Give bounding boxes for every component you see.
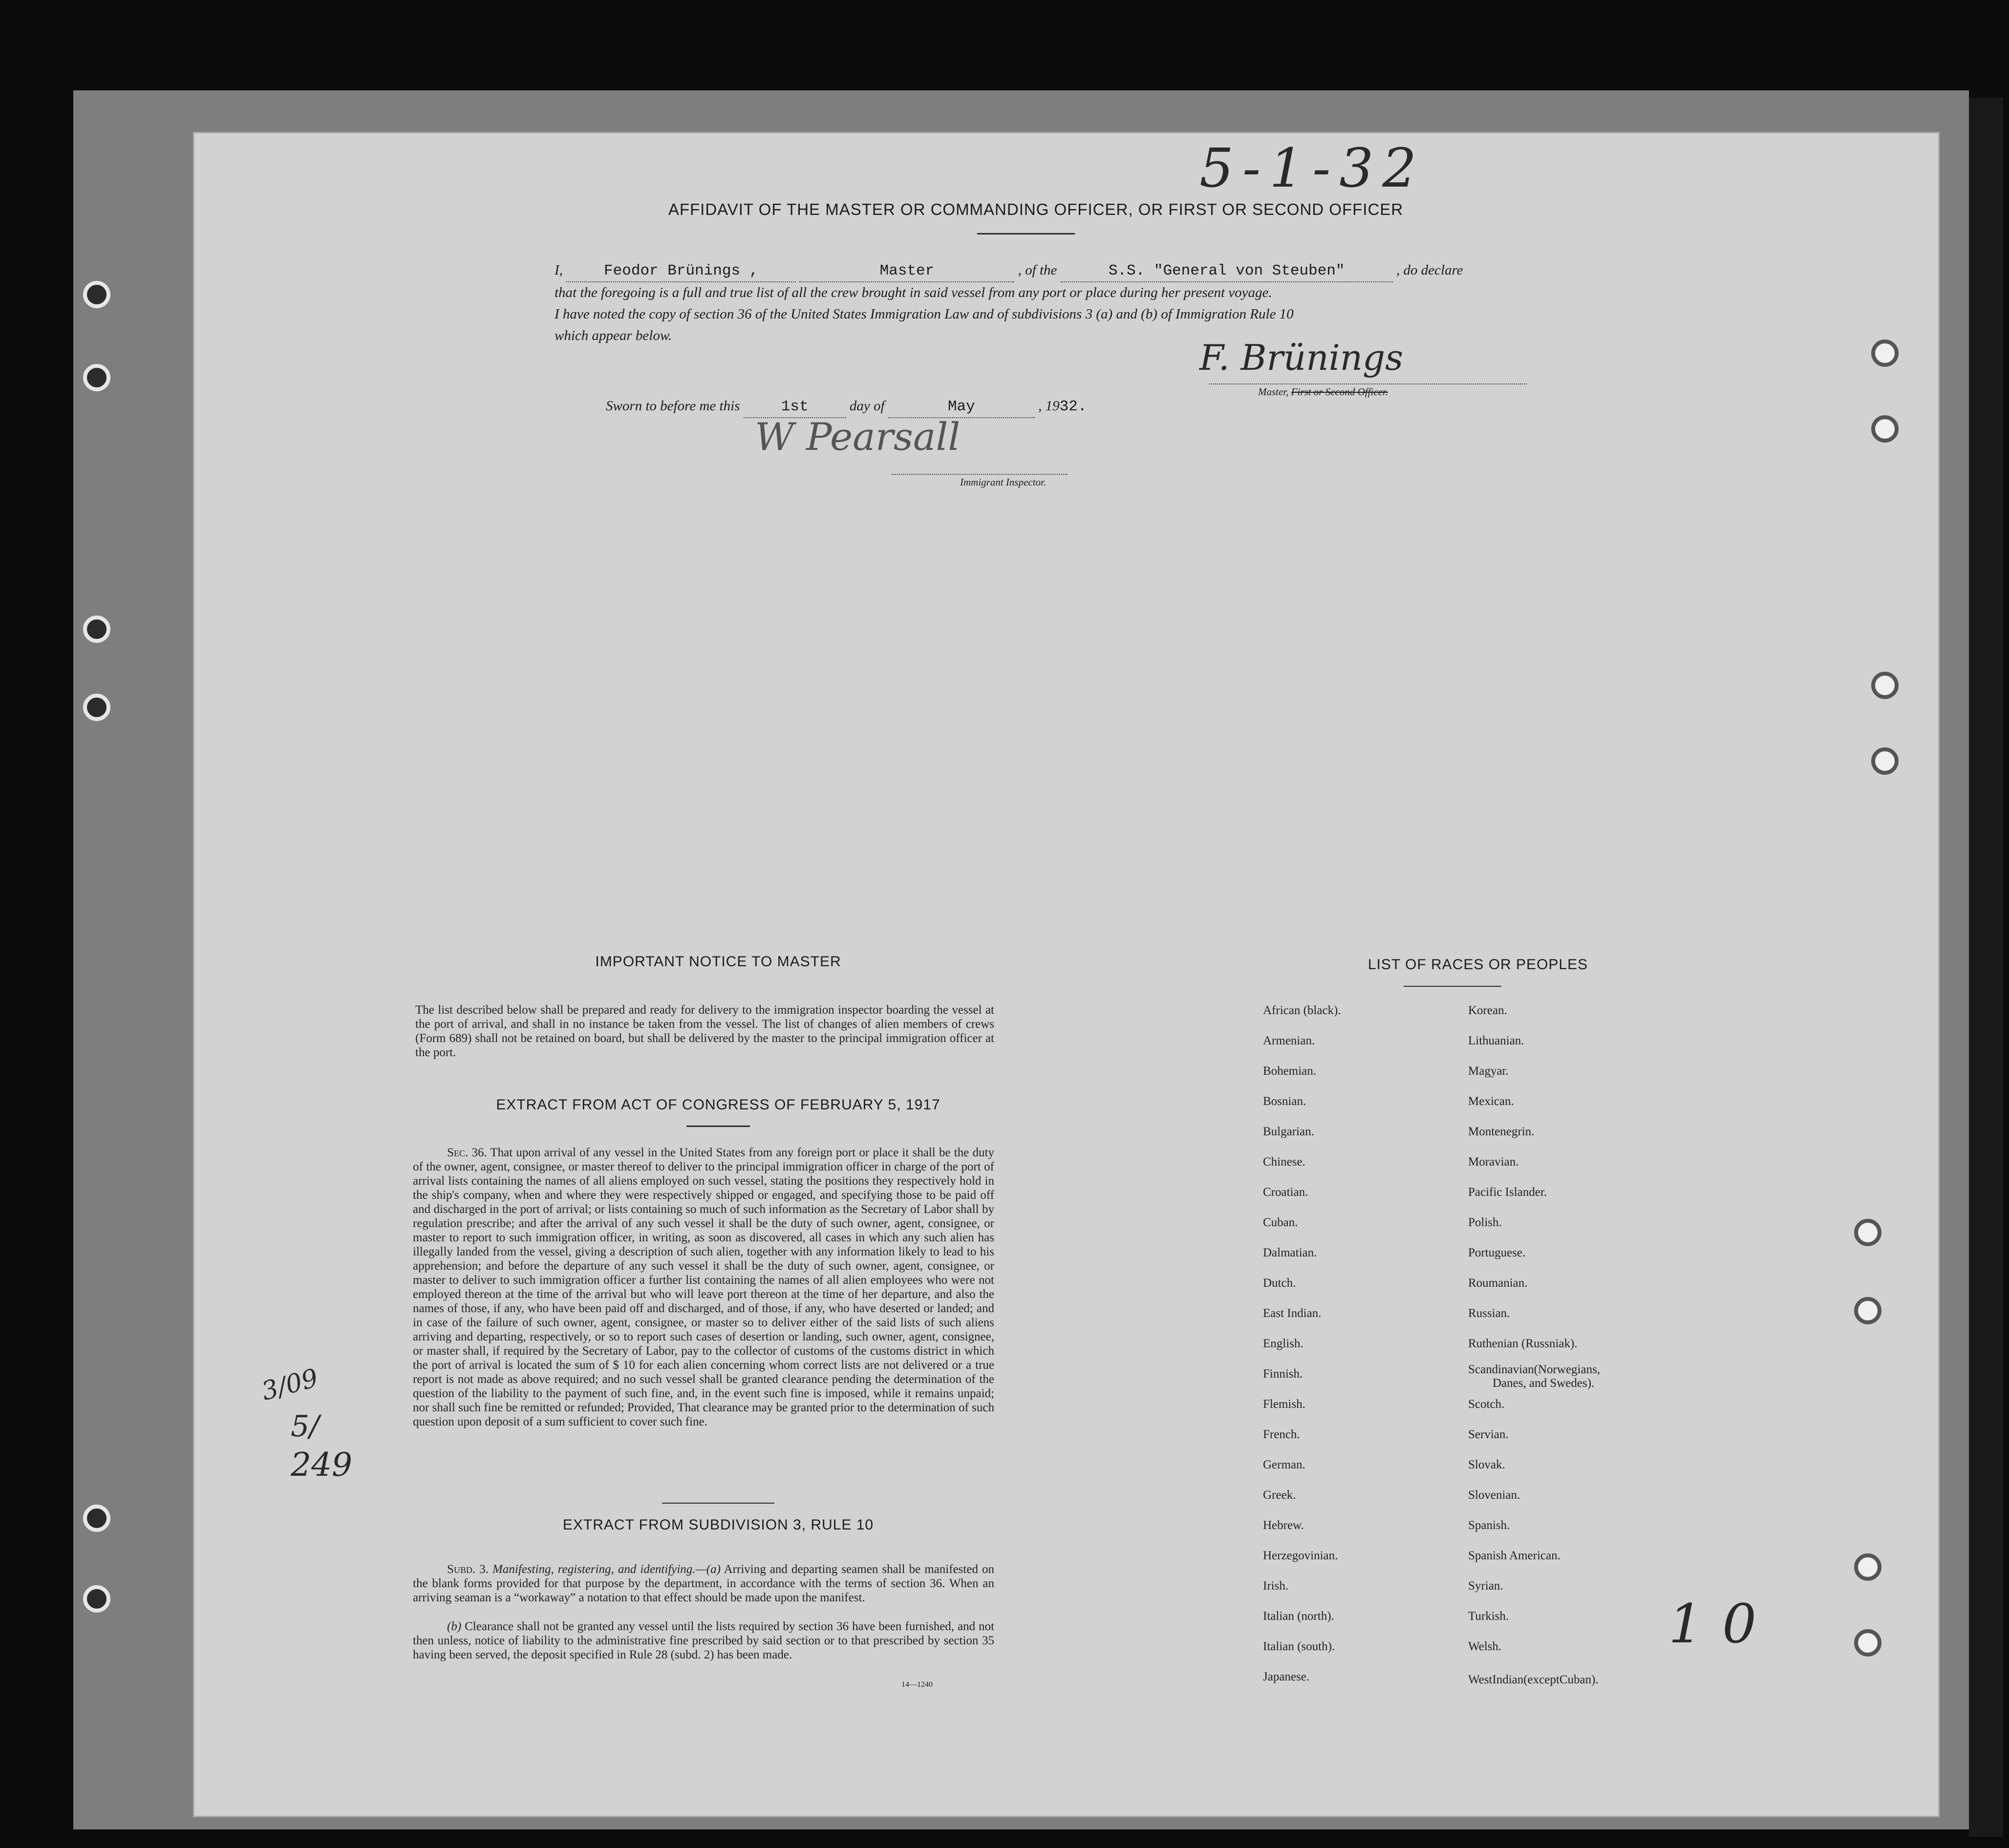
master-signature: F. Brünings: [1199, 337, 1404, 378]
binder-hole: [83, 1505, 110, 1532]
races-title: LIST OF RACES OR PEOPLES: [1368, 956, 1588, 973]
race-item: Irish.: [1263, 1579, 1289, 1593]
race-item: Ruthenian (Russniak).: [1468, 1337, 1578, 1350]
race-item: Russian.: [1468, 1307, 1510, 1320]
sworn-day-of: day of: [849, 398, 885, 414]
affidavit-line-2: that the foregoing is a full and true list of all the crew brought in said vessel from any port or place during her present voyage.: [555, 285, 1272, 300]
race-item: Scandinavian(Norwegians,: [1468, 1363, 1601, 1376]
act-title: EXTRACT FROM ACT OF CONGRESS OF FEBRUARY 5, 1917: [496, 1097, 940, 1113]
race-item: Polish.: [1468, 1216, 1502, 1229]
rule-b-label: (b): [447, 1620, 462, 1633]
inspector-signature: W Pearsall: [755, 415, 961, 459]
handwritten-date: 5-1-32: [1199, 137, 1426, 199]
binder-hole: [83, 1585, 110, 1613]
race-item: Italian (south).: [1263, 1640, 1335, 1653]
race-item: Dutch.: [1263, 1276, 1296, 1290]
race-item: Pacific Islander.: [1468, 1186, 1547, 1199]
race-item: Finnish.: [1263, 1367, 1303, 1381]
act-rule: [686, 1126, 750, 1127]
race-item: Cuban.: [1263, 1216, 1298, 1229]
race-item: Japanese.: [1263, 1670, 1310, 1683]
race-item: Dalmatian.: [1263, 1246, 1317, 1259]
margin-note-2: 5/: [291, 1409, 320, 1444]
margin-note-1: 3/09: [258, 1363, 321, 1407]
race-item: Spanish American.: [1468, 1549, 1560, 1562]
act-text: [413, 1146, 994, 1429]
race-item: Flemish.: [1263, 1398, 1305, 1411]
race-item: Hebrew.: [1263, 1519, 1304, 1532]
punch-hole: [1854, 1553, 1881, 1581]
race-item: Moravian.: [1468, 1155, 1519, 1168]
binder-hole: [83, 694, 110, 721]
vessel-name: S.S. "General von Steuben": [1061, 261, 1393, 282]
race-item: Scotch.: [1468, 1398, 1505, 1411]
punch-hole: [1871, 747, 1899, 775]
race-item: Greek.: [1263, 1488, 1296, 1502]
rule-b-body: Clearance shall not be granted any vessel until the lists required by section 36 have been furnished, and not then unless, notice of liability to the administrative fine prescribed by said section or to that prescribed by section 35 having been served, the deposit specified in Rule 28 (subd. 2) has been made.: [413, 1620, 995, 1661]
races-rule: [1404, 986, 1501, 987]
signature-caption: Master, First or Second Officer.: [1258, 386, 1388, 398]
affidavit-title: AFFIDAVIT OF THE MASTER OR COMMANDING OFFICER, OR FIRST OR SECOND OFFICER: [668, 200, 1404, 218]
race-item: Turkish.: [1468, 1610, 1509, 1623]
race-item: Lithuanian.: [1468, 1034, 1524, 1047]
race-item: Italian (north).: [1263, 1610, 1334, 1623]
race-item: Welsh.: [1468, 1640, 1502, 1653]
race-item: Portuguese.: [1468, 1246, 1526, 1259]
sworn-month: May: [888, 397, 1035, 418]
affidavit-line-4: which appear below.: [555, 328, 672, 343]
rule-text-a: Arriving and departing seamen shall be manifested on the blank forms provided for that purpose by the department, in accordance with the terms of section 36. When an arriving seaman is a “workaway” a notation to that effect should be made upon the manifest.: [413, 1563, 994, 1604]
rule-subd-label: Subd. 3.: [447, 1563, 489, 1576]
race-item: Magyar.: [1468, 1064, 1509, 1078]
punch-hole: [1854, 1297, 1881, 1324]
rule-separator: [662, 1503, 774, 1504]
race-item: Chinese.: [1263, 1155, 1305, 1168]
race-item: Bohemian.: [1263, 1064, 1317, 1078]
rule-text: [413, 1562, 994, 1605]
punch-hole: [1871, 672, 1899, 699]
race-item: Syrian.: [1468, 1579, 1503, 1593]
race-item: Montenegrin.: [1468, 1125, 1535, 1138]
notice-text: The list described below shall be prepared and ready for delivery to the immigration inspector boarding the vessel at the port of arrival, and shall in no instance be taken from the vessel. The list of changes of alien members of crews (Form 689) shall not be retained on board, but shall be delivered by the master to the principal immigration officer at the port.: [415, 1003, 994, 1059]
affidavit-do-declare: , do declare: [1396, 262, 1463, 278]
act-body: That upon arrival of any vessel in the United States from any foreign port or place it shall be the duty of the owner, agent, consignee, or master thereof to deliver to the principal immigration officer in charge of the port of arrival lists containing the names of all aliens employed on such vessel, stating the positions they respectively hold in the ship's company, when and where they were respectively shipped or engaged, and specifying those to be paid off and discharged in the port of arrival; or lists containing so much of such information as the Secretary of Labor shall by regulation prescribe; and after the arrival of any such vessel it shall be the duty of such owner, agent, consignee, or master to report to such immigration officer, in writing, as soon as discovered, all cases in which any such alien has illegally landed from the vessel, giving a description of such alien, together with any information likely to lead to his apprehension; and before the departure of any such vessel it shall be the duty of such owner, agent, consignee, or master to deliver to such immigration officer a further list containing the names of all alien employees who were not employed thereon at the time of the arrival but who will leave port thereon at the time of her departure, and also the names of those, if any, who have been paid off and discharged, and of those, if any, who have deserted or landed; and in case of the failure of such owner, agent, consignee, or master so to deliver either of the said lists of such aliens arriving and departing, respectively, or so to report such cases of desertion or landing, such owner, agent, consignee, or master shall, if required by the Secretary of Labor, pay to the collector of customs of the customs district in which the port of arrival is located the sum of $ 10 for each alien concerning whom correct lists are not delivered or a true report is not made as above required; and no such vessel shall be granted clearance pending the determination of the question of the liability to the payment of such fine, and, in the event such fine is imposed, while it remains unpaid; nor shall such fine be remitted or refunded; Provided, That clearance may be granted prior to the determination of such question upon deposit of a sum sufficient to cover such fine.: [413, 1146, 994, 1428]
race-item: Roumanian.: [1468, 1276, 1528, 1290]
binder-hole: [83, 364, 110, 391]
affidavit-of-the: , of the: [1018, 262, 1057, 278]
sworn-year: 32.: [1059, 398, 1087, 415]
document-page: [193, 132, 1940, 1817]
form-number: 14—1240: [901, 1680, 933, 1689]
inspector-caption: Immigrant Inspector.: [960, 476, 1047, 488]
race-item: African (black).: [1263, 1004, 1341, 1017]
binder-hole: [83, 281, 110, 308]
board-shadow: [1969, 98, 2003, 1837]
master-rank: Master: [799, 261, 1014, 282]
race-item: Croatian.: [1263, 1186, 1308, 1199]
race-item: French.: [1263, 1428, 1300, 1441]
margin-note-3: 249: [291, 1446, 352, 1484]
race-item: East Indian.: [1263, 1307, 1322, 1320]
inspector-line: [892, 474, 1068, 475]
punch-hole: [1854, 1219, 1881, 1246]
race-item: Bosnian.: [1263, 1095, 1306, 1108]
punch-hole: [1871, 415, 1899, 443]
master-name: Feodor Brünings ,: [566, 261, 796, 282]
race-item: Armenian.: [1263, 1034, 1315, 1047]
race-item: Bulgarian.: [1263, 1125, 1314, 1138]
affidavit-line-3: I have noted the copy of section 36 of the United States Immigration Law and of subdivisions 3 (a) and (b) of Immigration Rule 10: [555, 306, 1294, 322]
sworn-day: 1st: [744, 397, 846, 418]
sworn-year-prefix: , 19: [1038, 398, 1060, 414]
race-item: Spanish.: [1468, 1519, 1510, 1532]
sworn-text: Sworn to before me this: [606, 398, 740, 414]
race-item: English.: [1263, 1337, 1304, 1350]
notice-title: IMPORTANT NOTICE TO MASTER: [595, 954, 841, 970]
race-item: WestIndian(exceptCuban).: [1468, 1673, 1599, 1686]
title-rule: [977, 233, 1075, 234]
act-sec-label: Sec. 36.: [447, 1146, 487, 1159]
punch-hole: [1871, 340, 1899, 367]
affidavit-line-1: [555, 260, 1698, 282]
rule-text-b: [413, 1619, 994, 1662]
rule-title: EXTRACT FROM SUBDIVISION 3, RULE 10: [562, 1517, 874, 1533]
race-item: Servian.: [1468, 1428, 1509, 1441]
race-item: Korean.: [1468, 1004, 1507, 1017]
affidavit-pre-name: I,: [555, 262, 563, 278]
race-item: Slovak.: [1468, 1458, 1505, 1471]
rule-subd-heading: Manifesting, registering, and identifying.—(a): [492, 1563, 721, 1576]
race-item: German.: [1263, 1458, 1305, 1471]
signature-line: [1209, 383, 1527, 384]
race-item: Mexican.: [1468, 1095, 1514, 1108]
binder-hole: [83, 616, 110, 643]
punch-hole: [1854, 1629, 1881, 1657]
race-item: Herzegovinian.: [1263, 1549, 1338, 1562]
race-item: Slovenian.: [1468, 1488, 1520, 1502]
handwritten-page-number: 10: [1668, 1593, 1776, 1655]
race-item-continuation: Danes, and Swedes).: [1493, 1377, 1595, 1390]
